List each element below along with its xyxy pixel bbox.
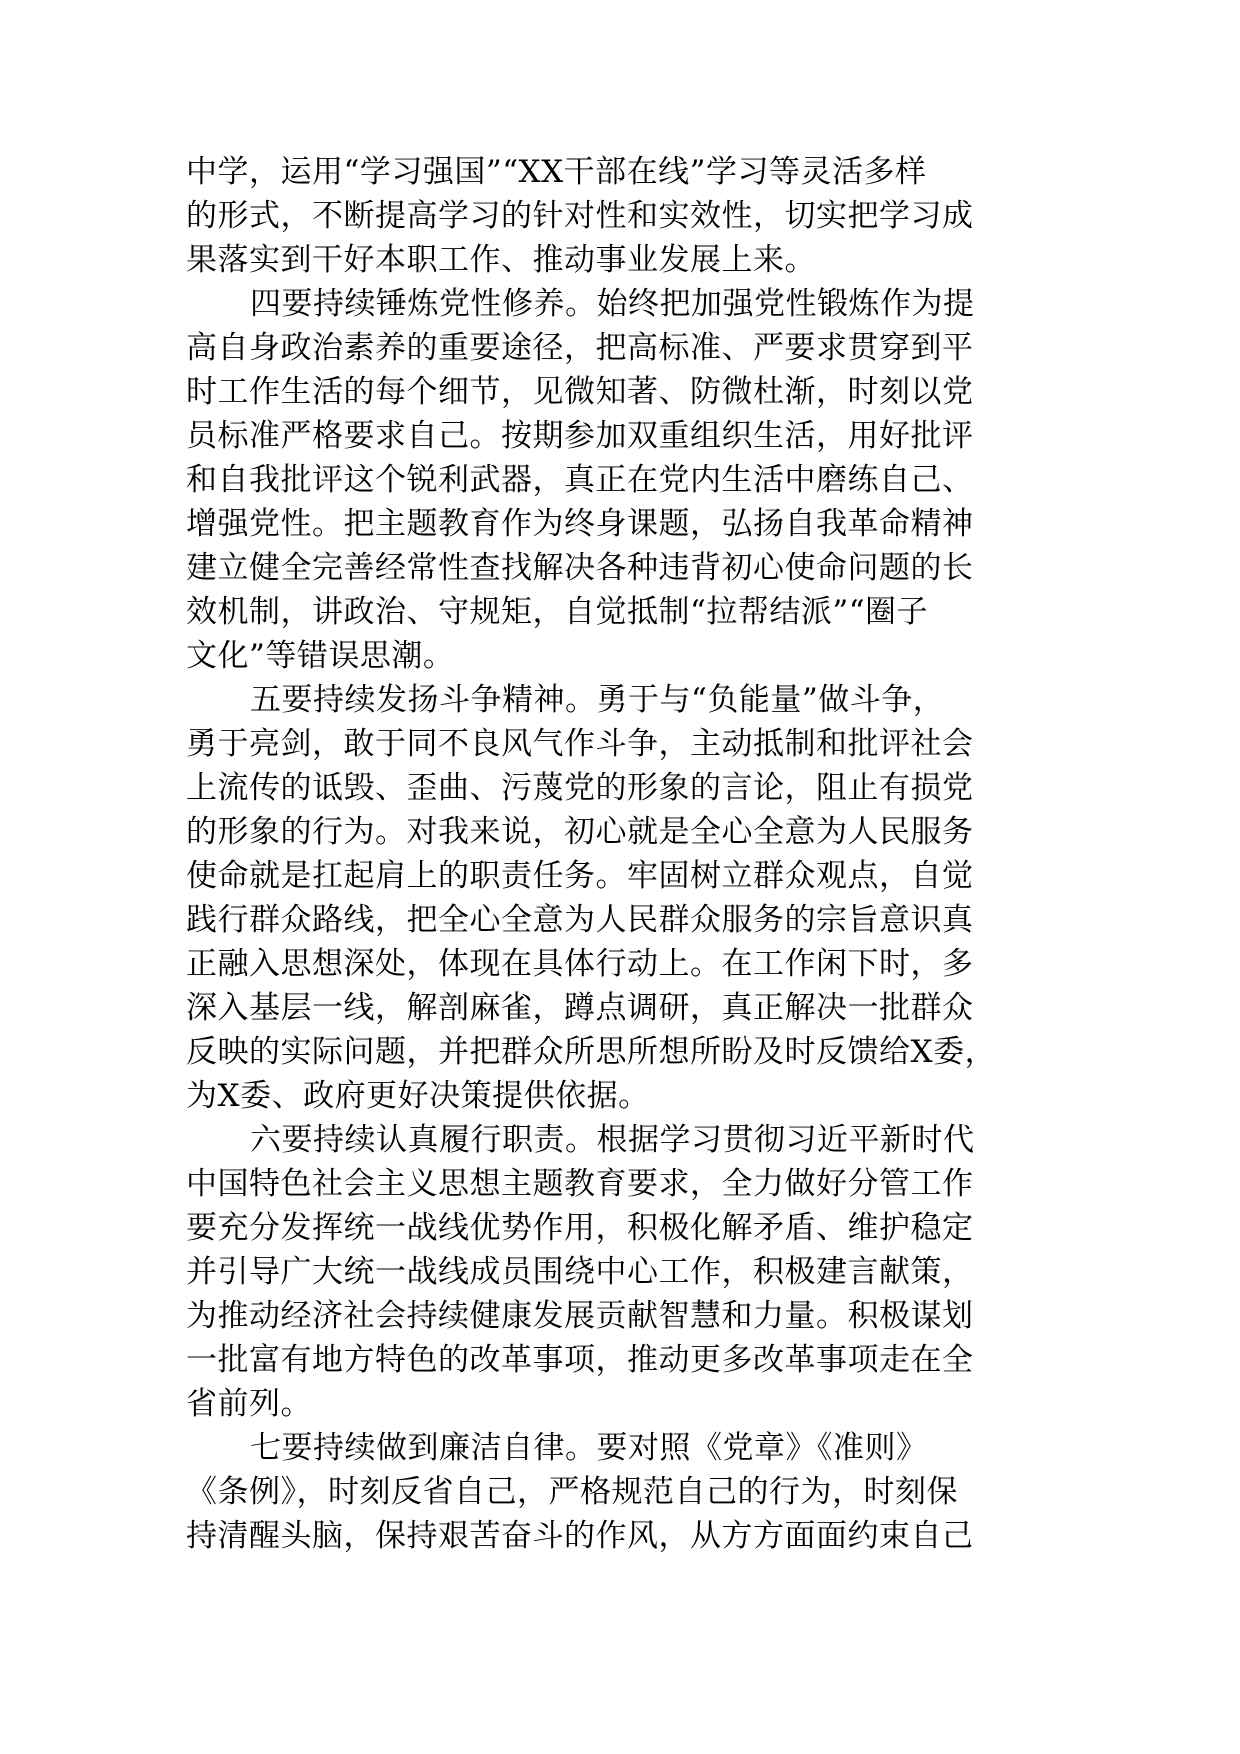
text-line: 建立健全完善经常性查找解决各种违背初心使命问题的长: [186, 550, 974, 586]
text-line: 为推动经济社会持续健康发展贡献智慧和力量。积极谋划: [186, 1298, 974, 1334]
text-line: 员标准严格要求自己。按期参加双重组织生活，用好批评: [186, 418, 974, 454]
text-line: 一批富有地方特色的改革事项，推动更多改革事项走在全: [186, 1342, 974, 1378]
text-line: 要充分发挥统一战线优势作用，积极化解矛盾、维护稳定: [186, 1210, 974, 1246]
body-text: [186, 150, 1066, 1558]
text-line: 和自我批评这个锐利武器，真正在党内生活中磨练自己、: [186, 462, 974, 498]
text-line: 省前列。: [186, 1386, 312, 1422]
text-line: 中国特色社会主义思想主题教育要求，全力做好分管工作: [186, 1166, 974, 1202]
text-line: 文化”等错误思潮。: [186, 638, 455, 674]
text-line: 践行群众路线，把全心全意为人民群众服务的宗旨意识真: [186, 902, 974, 938]
text-line: 勇于亮剑，敢于同不良风气作斗争，主动抵制和批评社会: [186, 726, 974, 762]
text-line: 深入基层一线，解剖麻雀，蹲点调研，真正解决一批群众: [186, 990, 974, 1026]
text-line: 高自身政治素养的重要途径，把高标准、严要求贯穿到平: [186, 330, 974, 366]
text-line: 的形式，不断提高学习的针对性和实效性，切实把学习成: [186, 198, 974, 234]
paragraph-start-line: 六要持续认真履行职责。根据学习贯彻习近平新时代: [250, 1122, 975, 1158]
paragraph-start-line: 四要持续锤炼党性修养。始终把加强党性锻炼作为提: [250, 286, 975, 322]
text-line: 中学，运用“学习强国”“XX干部在线”学习等灵活多样: [186, 154, 927, 190]
text-line: 时工作生活的每个细节，见微知著、防微杜渐，时刻以党: [186, 374, 974, 410]
text-line: 《条例》，时刻反省自己，严格规范自己的行为，时刻保: [186, 1474, 958, 1510]
text-line: 为X委、政府更好决策提供依据。: [186, 1078, 650, 1114]
text-line: 增强党性。把主题教育作为终身课题，弘扬自我革命精神: [186, 506, 974, 542]
text-line: 上流传的诋毁、歪曲、污蔑党的形象的言论，阻止有损党: [186, 770, 974, 806]
text-line: 正融入思想深处，体现在具体行动上。在工作闲下时，多: [186, 946, 974, 982]
paragraph-start-line: 七要持续做到廉洁自律。要对照《党章》《准则》: [250, 1430, 928, 1466]
text-line: 持清醒头脑，保持艰苦奋斗的作风，从方方面面约束自己: [186, 1518, 974, 1554]
text-line: 果落实到干好本职工作、推动事业发展上来。: [186, 242, 816, 278]
text-line: 使命就是扛起肩上的职责任务。牢固树立群众观点，自觉: [186, 858, 974, 894]
paragraph-start-line: 五要持续发扬斗争精神。勇于与“负能量”做斗争，: [250, 682, 945, 718]
text-line: 反映的实际问题，并把群众所思所想所盼及时反馈给X委，: [186, 1034, 997, 1070]
text-line: 效机制，讲政治、守规矩，自觉抵制“拉帮结派”“圈子: [186, 594, 929, 630]
text-line: 并引导广大统一战线成员围绕中心工作，积极建言献策，: [186, 1254, 974, 1290]
text-line: 的形象的行为。对我来说，初心就是全心全意为人民服务: [186, 814, 974, 850]
